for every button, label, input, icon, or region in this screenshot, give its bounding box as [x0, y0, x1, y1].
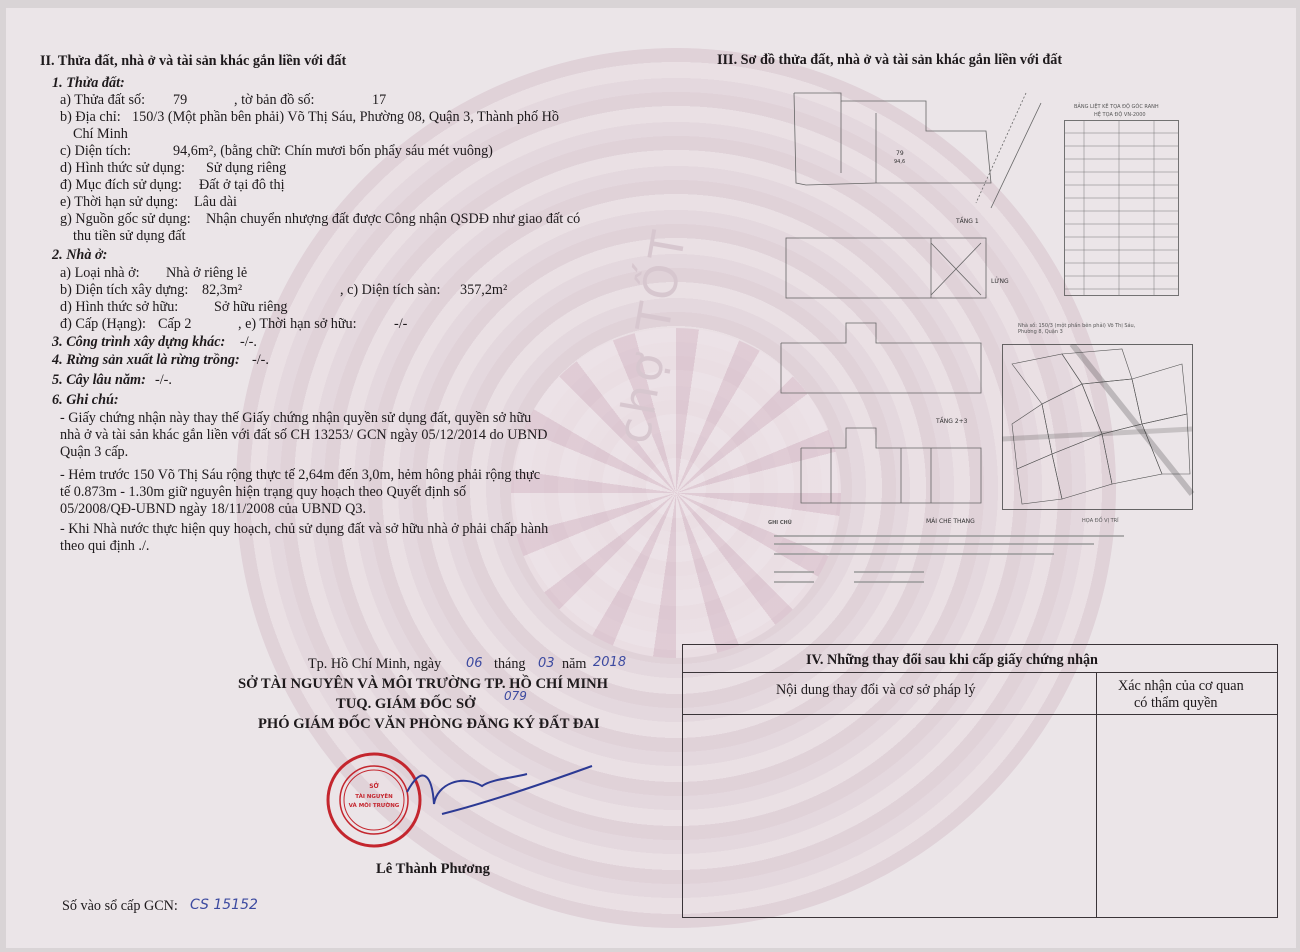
register-value: CS 15152	[190, 897, 258, 913]
parcel-label: a) Thửa đất số:	[60, 92, 146, 108]
origin-label: g) Nguồn gốc sử dụng:	[60, 211, 191, 227]
house-type-label: a) Loại nhà ở:	[60, 265, 140, 281]
purpose-label: đ) Mục đích sử dụng:	[60, 177, 182, 193]
coord-table-title: BẢNG LIỆT KÊ TỌA ĐỘ GÓC RANH	[1074, 104, 1159, 110]
use-form-value: Sử dụng riêng	[206, 160, 287, 176]
floor1-label: TẦNG 1	[956, 218, 979, 225]
official-stamp-and-signature	[322, 744, 602, 864]
tuq-label: TUQ. GIÁM ĐỐC SỞ	[336, 696, 476, 712]
changes-col2-header-line1: Xác nhận của cơ quan	[1118, 678, 1244, 694]
place-date-prefix: Tp. Hồ Chí Minh, ngày	[308, 656, 442, 672]
built-area-value: 82,3m²	[202, 282, 243, 298]
plot-area: 94,6	[894, 159, 906, 165]
item5-value: -/-.	[155, 372, 172, 388]
floor-area-label: , c) Diện tích sàn:	[340, 282, 441, 298]
item4-label: 4. Rừng sản xuất là rừng trồng:	[52, 352, 240, 368]
address-line2: Chí Minh	[73, 126, 128, 142]
plan-notes-label: GHI CHÚ	[768, 520, 792, 526]
changes-col1-header: Nội dung thay đổi và cơ sở pháp lý	[776, 682, 976, 698]
section4-title: IV. Những thay đổi sau khi cấp giấy chứng nhận	[806, 652, 1098, 668]
notes-heading: 6. Ghi chú:	[52, 392, 119, 408]
official-stamp	[328, 754, 420, 846]
note-line: 05/2008/QĐ-UBND ngày 18/11/2008 của UBND Q3.	[60, 501, 367, 517]
date-month: 03	[538, 656, 555, 671]
own-term-label: , e) Thời hạn sở hữu:	[238, 316, 357, 332]
svg-text:SỞ: SỞ	[369, 783, 379, 790]
changes-table-vertical-divider	[1096, 673, 1097, 917]
location-label: HỌA ĐỒ VỊ TRÍ	[1082, 518, 1119, 524]
svg-text:VÀ MÔI TRƯỜNG: VÀ MÔI TRƯỜNG	[348, 803, 400, 809]
plan-notes-lines	[774, 530, 1134, 596]
floor-area-value: 357,2m²	[460, 282, 508, 298]
item5-label: 5. Cây lâu năm:	[52, 372, 146, 388]
date-year: 2018	[593, 655, 627, 670]
ownership-label: d) Hình thức sở hữu:	[60, 299, 179, 315]
area-label: c) Diện tích:	[60, 143, 131, 159]
note-line: nhà ở và tài sản khác gắn liền với đất số CH 13253/ GCN ngày 05/12/2014 do UBND	[60, 427, 548, 443]
changes-table-header-divider	[683, 672, 1277, 673]
plot-number: 79	[896, 150, 904, 157]
tuq-handwritten: 079	[504, 689, 527, 703]
use-form-label: d) Hình thức sử dụng:	[60, 160, 185, 176]
issuing-org: SỞ TÀI NGUYÊN VÀ MÔI TRƯỜNG TP. HỒ CHÍ MINH	[238, 676, 609, 692]
certificate-page	[6, 8, 1296, 948]
origin-line2: thu tiền sử dụng đất	[73, 228, 186, 244]
watermark: chợ TỐT	[606, 223, 697, 448]
coordinate-table	[1064, 120, 1200, 296]
note-line: - Khi Nhà nước thực hiện quy hoạch, chủ sử dụng đất và sở hữu nhà ở phải chấp hành	[60, 521, 549, 537]
own-term-value: -/-	[394, 316, 408, 332]
changes-table-column-divider	[683, 714, 1277, 715]
address-line1: 150/3 (Một phần bên phải) Võ Thị Sáu, Phường 08, Quận 3, Thành phố Hồ	[132, 109, 559, 125]
map-label: , tờ bản đồ số:	[234, 92, 315, 108]
month-label: tháng	[494, 656, 526, 672]
note-line: theo qui định ./.	[60, 538, 150, 554]
house-heading: 2. Nhà ở:	[52, 247, 108, 263]
note-line: - Hẻm trước 150 Võ Thị Sáu rộng thực tế 2,64m đến 3,0m, hẻm hông phải rộng thực	[60, 467, 541, 483]
item3-label: 3. Công trình xây dựng khác:	[52, 334, 226, 350]
grade-label: đ) Cấp (Hạng):	[60, 316, 146, 332]
term-value: Lâu dài	[194, 194, 237, 210]
area-value: 94,6m², (bằng chữ: Chín mươi bốn phẩy sáu mét vuông)	[173, 143, 493, 159]
coord-table-subtitle: HỆ TỌA ĐỘ VN-2000	[1094, 112, 1146, 118]
land-heading: 1. Thửa đất:	[52, 75, 125, 91]
section2-title: II. Thửa đất, nhà ở và tài sản khác gắn liền với đất	[40, 53, 347, 69]
map-value: 17	[372, 92, 387, 108]
svg-text:TÀI NGUYÊN: TÀI NGUYÊN	[355, 794, 393, 800]
section3-title: III. Sơ đồ thửa đất, nhà ở và tài sản khác gắn liền với đất	[717, 52, 1063, 68]
note-line: - Giấy chứng nhận này thay thế Giấy chứng nhận quyền sử dụng đất, quyền sở hữu	[60, 410, 532, 426]
roof-label: MÁI CHE THANG	[926, 518, 975, 525]
floor23-label: TẦNG 2+3	[936, 418, 968, 425]
purpose-value: Đất ở tại đô thị	[199, 177, 285, 193]
handwritten-signature	[407, 766, 592, 814]
address-label: b) Địa chỉ:	[60, 109, 121, 125]
register-label: Số vào sổ cấp GCN:	[62, 898, 178, 914]
house-type-value: Nhà ở riêng lẻ	[166, 265, 248, 281]
note-line: tế 0.873m - 1.30m giữ nguyên hiện trạng quy hoạch theo Quyết định số	[60, 484, 467, 500]
location-caption: Nhà số: 150/3 (một phần bên phải) Võ Thị Sáu, Phường 8, Quận 3	[1018, 323, 1136, 335]
parcel-value: 79	[173, 92, 188, 108]
note-line: Quận 3 cấp.	[60, 444, 129, 460]
year-label: năm	[562, 656, 587, 672]
item3-value: -/-.	[240, 334, 257, 350]
signer-name: Lê Thành Phương	[376, 861, 490, 877]
mezz-label: LỬNG	[991, 278, 1009, 285]
item4-value: -/-.	[252, 352, 269, 368]
date-day: 06	[466, 656, 483, 671]
location-map	[1002, 344, 1196, 514]
built-area-label: b) Diện tích xây dựng:	[60, 282, 189, 298]
grade-value: Cấp 2	[158, 316, 192, 332]
deputy-title: PHÓ GIÁM ĐỐC VĂN PHÒNG ĐĂNG KÝ ĐẤT ĐAI	[258, 716, 600, 732]
ownership-value: Sở hữu riêng	[214, 299, 288, 315]
origin-line1: Nhận chuyển nhượng đất được Công nhận QSDĐ như giao đất có	[206, 211, 581, 227]
changes-col2-header-line2: có thẩm quyền	[1134, 695, 1218, 711]
term-label: e) Thời hạn sử dụng:	[60, 194, 179, 210]
